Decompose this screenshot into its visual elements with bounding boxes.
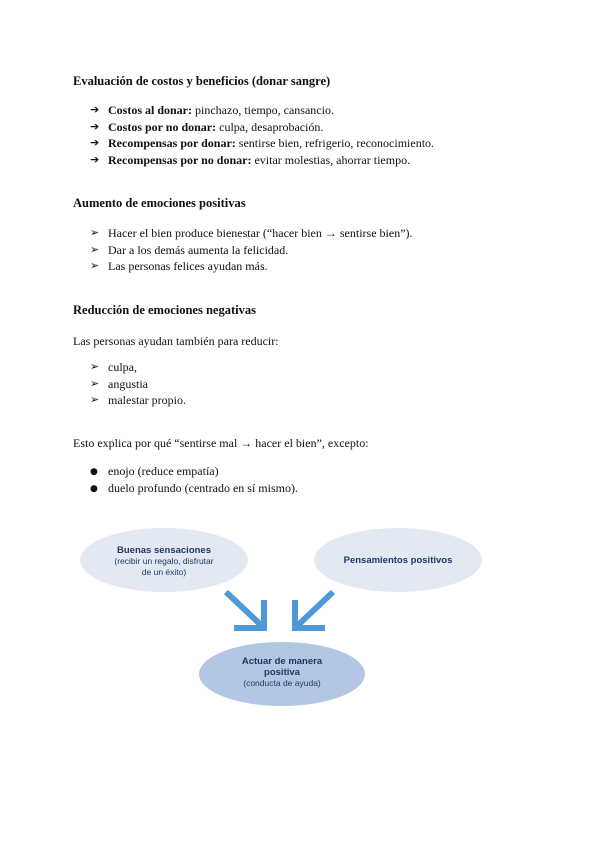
triangle-bullet-icon: ➢ — [90, 393, 100, 406]
explanation-text: Esto explica por qué “sentirse mal → hacer el bien”, excepto: — [73, 436, 369, 450]
node-title: Pensamientos positivos — [343, 555, 453, 566]
list-item: ➢ malestar propio. — [90, 393, 186, 407]
node-title: Actuar de manera — [241, 656, 323, 667]
list-item: ➔ Costos por no donar: culpa, desaprobación. — [90, 119, 324, 134]
triangle-bullet-icon: ➢ — [90, 259, 100, 272]
node-subtitle: (conducta de ayuda) — [243, 678, 321, 688]
list-item: ➢ angustia — [90, 376, 148, 391]
node-subtitle: de un éxito) — [141, 567, 187, 577]
positive-thoughts-node — [314, 528, 482, 592]
exceptions-list — [90, 463, 298, 496]
arrow-bullet-icon: ➔ — [90, 152, 100, 166]
triangle-bullet-icon: ➢ — [90, 226, 100, 239]
node-subtitle: (recibir un regalo, disfrutar — [114, 556, 214, 566]
heading-positive-emotions: Aumento de emociones positivas — [73, 196, 246, 210]
intro-text: Las personas ayudan también para reducir: — [73, 334, 279, 348]
list-item: ➔ Recompensas por donar: sentirse bien, refrigerio, reconocimiento. — [90, 136, 435, 150]
arrow-bullet-icon: ➔ — [90, 119, 100, 133]
node-title: positiva — [264, 667, 300, 678]
list-item: ➢ culpa, — [90, 360, 137, 374]
arrow-left-icon — [226, 592, 264, 628]
node-title: Buenas sensaciones — [117, 545, 211, 556]
heading-negative-emotions: Reducción de emociones negativas — [73, 303, 256, 317]
dot-bullet-icon: ● — [90, 483, 98, 494]
positive-emotions-list — [90, 225, 413, 275]
list-item: ➢ Dar a los demás aumenta la felicidad. — [90, 242, 289, 257]
list-item: ● duelo profundo (centrado en sí mismo). — [90, 480, 298, 497]
triangle-bullet-icon: ➢ — [90, 376, 100, 390]
list-item: ● enojo (reduce empatía) — [90, 463, 298, 480]
negative-emotions-list — [90, 359, 186, 409]
list-item: ➢ Hacer el bien produce bienestar (“hacer bien → sentirse bien”). — [90, 226, 413, 240]
arrow-bullet-icon: ➔ — [90, 136, 100, 149]
positive-action-node — [199, 642, 365, 706]
arrow-right-icon — [295, 592, 333, 628]
list-item: ➢ Las personas felices ayudan más. — [90, 259, 268, 273]
costs-benefits-list — [90, 102, 434, 168]
list-item: ➔ Costos al donar: pinchazo, tiempo, cansancio. — [90, 103, 334, 117]
list-item: ➔ Recompensas por no donar: evitar molestias, ahorrar tiempo. — [90, 152, 411, 167]
triangle-bullet-icon: ➢ — [90, 360, 100, 373]
dot-bullet-icon: ● — [90, 467, 98, 477]
triangle-bullet-icon: ➢ — [90, 242, 100, 256]
good-feelings-node — [80, 528, 248, 592]
arrow-bullet-icon: ➔ — [90, 103, 100, 116]
heading-costs-benefits: Evaluación de costos y beneficios (donar sangre) — [73, 74, 331, 88]
helping-diagram — [0, 520, 600, 720]
